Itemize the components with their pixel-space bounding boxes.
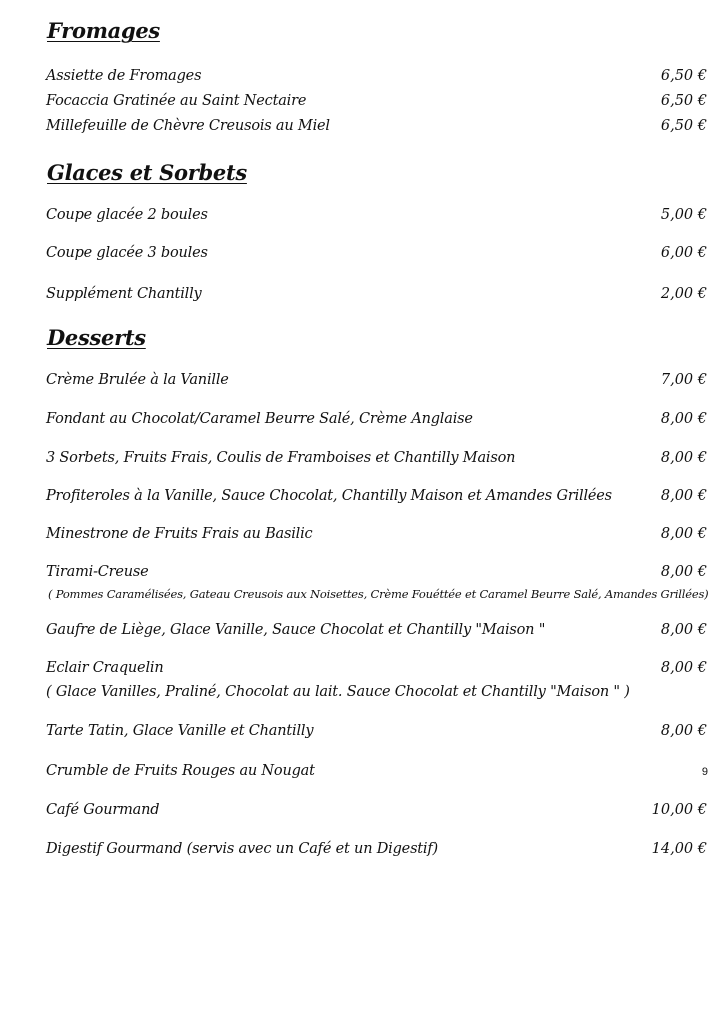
menu-item-price: 6,50 € [660,93,707,109]
menu-item-price: 6,50 € [660,68,707,84]
page-number: 9 [701,766,708,778]
menu-item-name: Assiette de Fromages [46,68,202,84]
section-title-desserts: Desserts [47,325,146,350]
menu-item-price: 8,00 € [660,622,707,638]
menu-item-price: 8,00 € [660,564,707,580]
menu-item-name: Focaccia Gratinée au Saint Nectaire [46,93,307,109]
menu-item-name: Crumble de Fruits Rouges au Nougat [46,763,315,779]
menu-item-price: 8,00 € [660,660,707,676]
section-title-glaces: Glaces et Sorbets [47,160,247,185]
menu-item-detail: ( Pommes Caramélisées, Gateau Creusois aux Noisettes, Crème Fouéttée et Caramel Beurre Salé, Amandes Grillées) [48,587,709,601]
menu-item-price: 14,00 € [651,841,707,857]
menu-item-detail: ( Glace Vanilles, Praliné, Chocolat au lait. Sauce Chocolat et Chantilly "Maison " ) [46,684,630,700]
menu-item-name: Café Gourmand [46,802,160,818]
menu-item-price: 8,00 € [660,526,707,542]
menu-item-price: 8,00 € [660,723,707,739]
menu-item-name: Crème Brulée à la Vanille [46,372,229,388]
menu-item-price: 7,00 € [660,372,707,388]
section-title-fromages: Fromages [47,18,160,43]
menu-item-name: 3 Sorbets, Fruits Frais, Coulis de Framboises et Chantilly Maison [46,450,516,466]
menu-item-name: Coupe glacée 3 boules [46,245,208,261]
menu-item-price: 6,00 € [660,245,707,261]
menu-item-name: Tirami-Creuse [46,564,149,580]
menu-item-name: Minestrone de Fruits Frais au Basilic [46,526,313,542]
menu-item-name: Eclair Craquelin [46,660,164,676]
menu-item-name: Coupe glacée 2 boules [46,207,208,223]
menu-item-price: 8,00 € [660,450,707,466]
menu-item-name: Digestif Gourmand (servis avec un Café et un Digestif) [46,841,438,857]
menu-item-price: 5,00 € [660,207,707,223]
menu-item-name: Millefeuille de Chèvre Creusois au Miel [46,118,330,134]
menu-item-price: 8,00 € [660,411,707,427]
menu-item-name: Fondant au Chocolat/Caramel Beurre Salé, Crème Anglaise [46,411,473,427]
menu-item-price: 2,00 € [660,286,707,302]
menu-item-price: 6,50 € [660,118,707,134]
menu-item-name: Gaufre de Liège, Glace Vanille, Sauce Chocolat et Chantilly "Maison " [46,622,546,638]
menu-item-price: 10,00 € [651,802,707,818]
menu-item-name: Profiteroles à la Vanille, Sauce Chocolat, Chantilly Maison et Amandes Grillées [46,488,612,504]
menu-item-name: Supplément Chantilly [46,286,202,302]
menu-item-name: Tarte Tatin, Glace Vanille et Chantilly [46,723,314,739]
menu-item-price: 8,00 € [660,488,707,504]
